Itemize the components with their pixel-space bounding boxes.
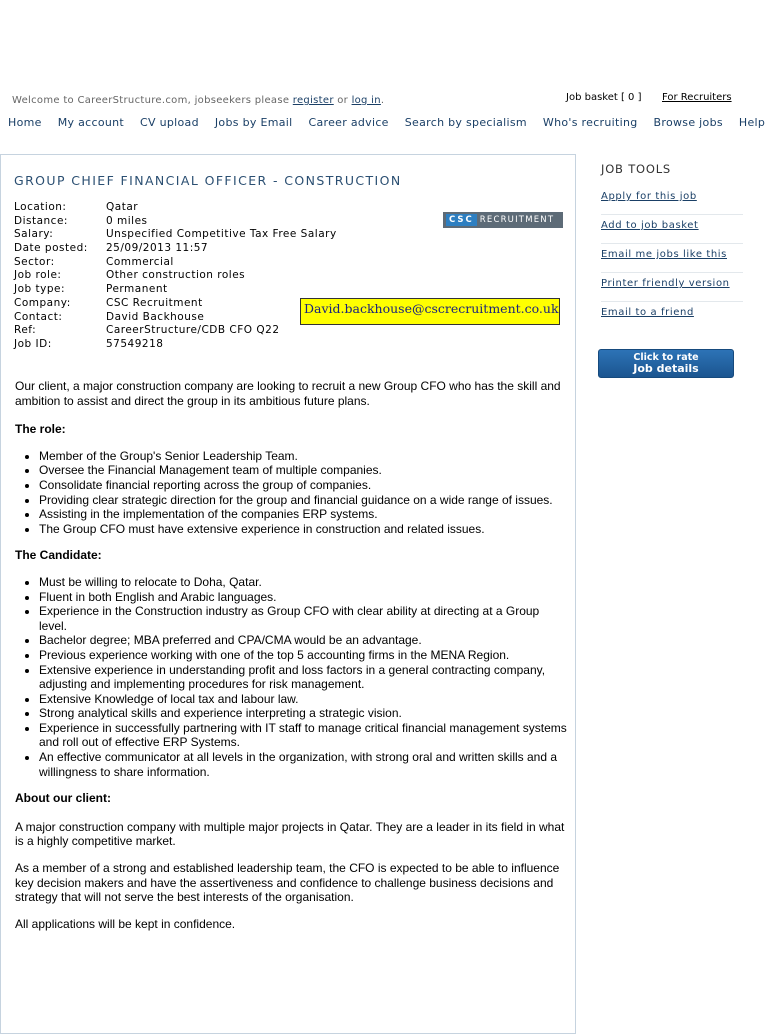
nav-cv-upload[interactable]: CV upload	[140, 116, 199, 129]
detail-label: Distance:	[14, 214, 68, 227]
detail-label: Ref:	[14, 324, 37, 337]
detail-job-id	[14, 338, 337, 352]
detail-value: Commercial	[106, 255, 174, 268]
detail-label: Location:	[14, 201, 67, 213]
list-item: • Extensive Knowledge of local tax and labour law.	[39, 692, 570, 707]
detail-value: David Backhouse	[106, 310, 205, 323]
logo-csc: CSC	[446, 214, 477, 226]
add-to-basket-link[interactable]: Add to job basket	[601, 215, 743, 244]
welcome-period: .	[380, 95, 385, 106]
detail-value: 0 miles	[106, 214, 148, 227]
email-friend-link[interactable]: Email to a friend	[601, 307, 694, 318]
detail-label: Sector:	[14, 255, 55, 268]
nav-help[interactable]: Help	[738, 116, 766, 129]
welcome-text: Welcome to CareerStructure.com, jobseekers please	[12, 95, 290, 106]
client-paragraph-1: A major construction company with multiple major projects in Qatar. They are a leader in its field in what is a highly competitive market.	[15, 819, 565, 849]
nav-whos-recruiting[interactable]: Who's recruiting	[542, 116, 638, 129]
detail-value: Qatar	[106, 201, 139, 213]
email-annotation: David.backhouse@cscrecruitment.co.uk	[300, 298, 560, 325]
apply-link[interactable]: Apply for this job	[601, 186, 743, 215]
list-item: • Oversee the Financial Management team of multiple companies.	[39, 463, 570, 478]
nav-search-by-specialism[interactable]: Search by specialism	[404, 116, 527, 129]
detail-company	[14, 297, 337, 311]
nav-my-account[interactable]: My account	[57, 116, 125, 129]
list-item: • Member of the Group's Senior Leadership Team.	[39, 449, 570, 464]
detail-value: CareerStructure/CDB CFO Q22	[106, 324, 280, 337]
list-item: • The Group CFO must have extensive experience in construction and related issues.	[39, 522, 570, 537]
printer-friendly-link[interactable]: Printer friendly version	[601, 273, 743, 302]
rate-button-line1: Click to rate	[633, 352, 699, 363]
detail-date-posted	[14, 242, 337, 256]
job-description	[15, 379, 570, 931]
job-basket[interactable]: Job basket [ 0 ]	[566, 92, 642, 103]
confidential-note: All applications will be kept in confidence.	[15, 916, 236, 931]
nav-career-advice[interactable]: Career advice	[308, 116, 389, 129]
candidate-list	[15, 575, 570, 779]
list-item: • Strong analytical skills and experience interpreting a strategic vision.	[39, 706, 570, 721]
detail-value: Other construction roles	[106, 269, 246, 282]
welcome-message	[12, 95, 384, 106]
detail-value: 25/09/2013 11:57	[106, 242, 209, 255]
nav-home[interactable]: Home	[8, 116, 42, 129]
detail-sector	[14, 256, 337, 270]
detail-value: Unspecified Competitive Tax Free Salary	[106, 228, 337, 241]
detail-label: Contact:	[14, 310, 63, 323]
list-item: • Previous experience working with one of the top 5 accounting firms in the MENA Region.	[39, 648, 570, 663]
job-tools-sidebar	[601, 162, 743, 331]
detail-value: Permanent	[106, 283, 168, 296]
detail-contact	[14, 311, 337, 325]
main-nav	[8, 116, 768, 129]
role-list	[15, 449, 570, 537]
nav-jobs-by-email[interactable]: Jobs by Email	[214, 116, 293, 129]
list-item: • Bachelor degree; MBA preferred and CPA/CMA would be an advantage.	[39, 633, 570, 648]
job-details	[14, 201, 337, 352]
register-link[interactable]: register	[292, 95, 334, 106]
login-link[interactable]: log in	[351, 95, 381, 106]
list-item: • An effective communicator at all levels in the organization, with strong oral and written skills and a willingness to share information.	[39, 750, 570, 779]
list-item: • Consolidate financial reporting across the group of companies.	[39, 478, 570, 493]
list-item: • Fluent in both English and Arabic languages.	[39, 590, 570, 605]
list-item: • Experience in the Construction industry as Group CFO with clear ability at directing at a Group level.	[39, 604, 570, 633]
detail-job-role	[14, 269, 337, 283]
for-recruiters-link[interactable]: For Recruiters	[662, 92, 732, 103]
client-heading: About our client:	[15, 791, 111, 806]
intro-paragraph: Our client, a major construction company are looking to recruit a new Group CFO who has the skill and ambition to assist and direct the group in its ambitious future plans.	[15, 379, 561, 408]
detail-label: Salary:	[14, 228, 54, 241]
list-item: • Assisting in the implementation of the companies ERP systems.	[39, 507, 570, 522]
candidate-heading: The Candidate:	[15, 548, 102, 563]
nav-browse-jobs[interactable]: Browse jobs	[653, 116, 723, 129]
detail-label: Date posted:	[14, 242, 88, 255]
list-item: • Must be willing to relocate to Doha, Qatar.	[39, 575, 570, 590]
detail-job-type	[14, 283, 337, 297]
list-item: • Providing clear strategic direction for the group and financial guidance on a wide range of issues.	[39, 493, 570, 508]
role-heading: The role:	[15, 422, 66, 437]
detail-label: Job ID:	[14, 337, 52, 350]
email-similar-jobs-link[interactable]: Email me jobs like this	[601, 244, 743, 273]
job-tools-title: JOB TOOLS	[601, 162, 672, 176]
detail-value: 57549218	[106, 337, 164, 350]
list-item: • Extensive experience in understanding profit and loss factors in a general contracting company, adjusting and implementing procedures for risk management.	[39, 663, 570, 692]
or-text: or	[337, 95, 349, 106]
company-logo	[443, 212, 563, 228]
detail-salary	[14, 228, 337, 242]
detail-distance	[14, 215, 337, 229]
detail-location	[14, 201, 337, 215]
detail-ref	[14, 324, 337, 338]
job-title: GROUP CHIEF FINANCIAL OFFICER - CONSTRUCTION	[14, 173, 402, 188]
detail-label: Job type:	[14, 283, 66, 296]
list-item: • Experience in successfully partnering with IT staff to manage critical financial management systems and roll out of effective ERP Systems.	[39, 721, 570, 750]
logo-recruitment: RECRUITMENT	[479, 215, 555, 225]
rate-button-line2: Job details	[633, 362, 699, 375]
detail-label: Job role:	[14, 269, 62, 282]
detail-value: CSC Recruitment	[106, 296, 203, 309]
client-paragraph-2: As a member of a strong and established leadership team, the CFO is expected to be able to influence key decision makers and have the assertiveness and confidence to challenge business decisions and strategy that will not serve the best interests of the organisation.	[15, 861, 560, 905]
detail-label: Company:	[14, 296, 71, 309]
rate-job-button[interactable]	[598, 349, 734, 378]
